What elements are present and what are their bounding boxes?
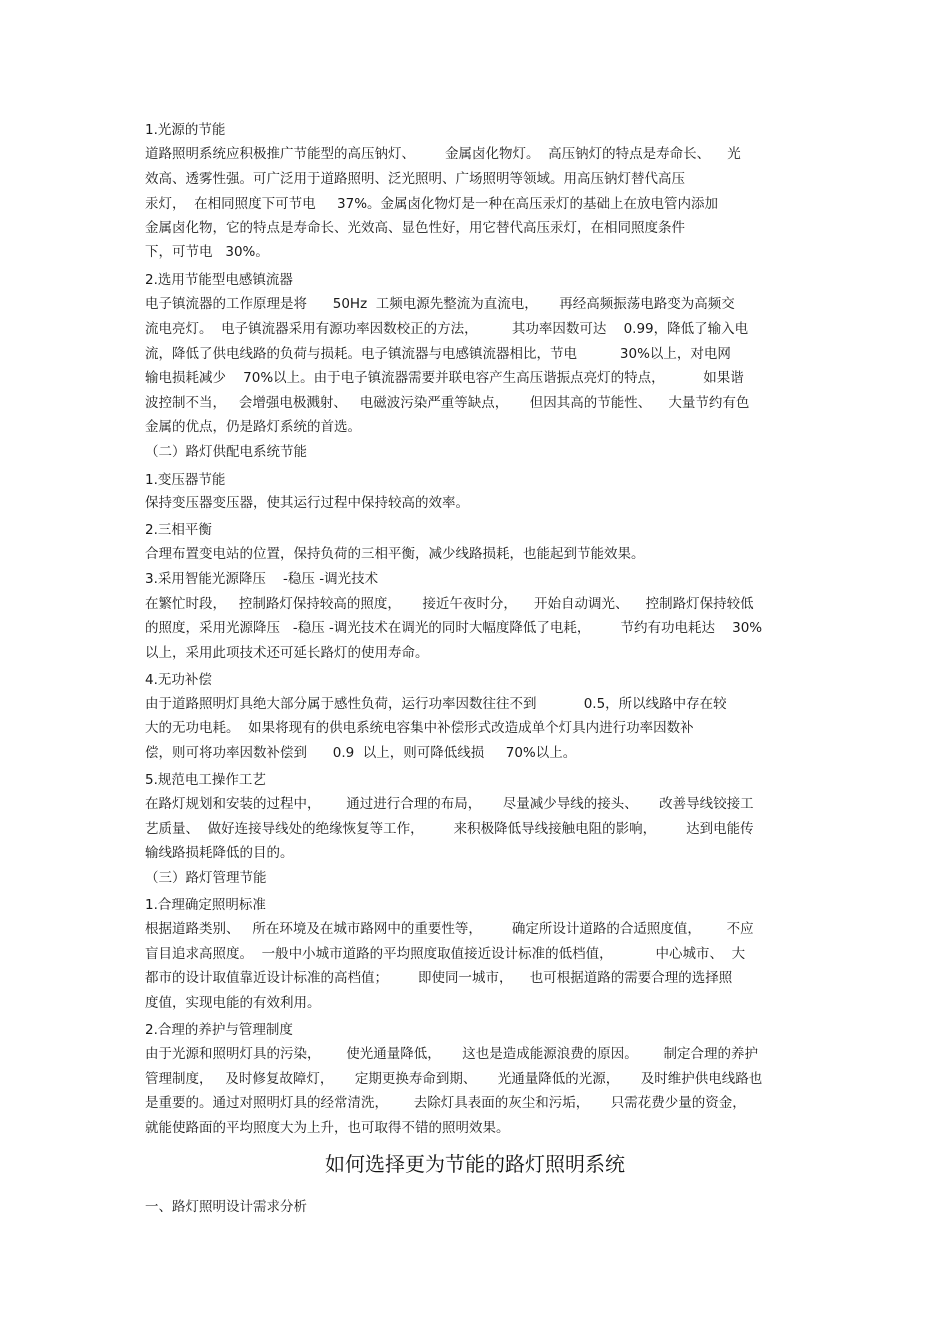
text-line: 金属的优点，仍是路灯系统的首选。 xyxy=(145,419,361,435)
text-line: 由于道路照明灯具绝大部分属于感性负荷，运行功率因数往往不到 0.5，所以线路中存在较 xyxy=(145,696,727,712)
text-line: 汞灯， 在相同照度下可节电 37%。金属卤化物灯是一种在高压汞灯的基础上在放电管内添加 xyxy=(145,196,719,212)
text-line: 的照度，采用光源降压 -稳压 -调光技术在调光的同时大幅度降低了电耗， 节约有功电耗达 30% xyxy=(145,620,763,636)
text-line: 度值，实现电能的有效利用。 xyxy=(145,995,321,1011)
text-line: 大的无功电耗。 如果将现有的供电系统电容集中补偿形式改造成单个灯具内进行功率因数补 xyxy=(145,720,694,736)
text-line: 都市的设计取值靠近设计标准的高档值； 即使同一城市， 也可根据道路的需要合理的选择照 xyxy=(145,970,733,986)
text-line: （三）路灯管理节能 xyxy=(145,870,267,886)
text-line: 道路照明系统应积极推广节能型的高压钠灯、 金属卤化物灯。 高压钠灯的特点是寿命长、 光 xyxy=(145,146,741,162)
text-line: 在繁忙时段， 控制路灯保持较高的照度， 接近午夜时分， 开始自动调光、 控制路灯保持较低 xyxy=(145,596,754,612)
text-line: 输电损耗减少 70%以上。由于电子镇流器需要并联电容产生高压谐振点亮灯的特点， 如果谐 xyxy=(145,370,744,386)
text-line: 2.合理的养护与管理制度 xyxy=(145,1022,293,1038)
text-line: 输线路损耗降低的目的。 xyxy=(145,845,294,861)
text-line: 合理布置变电站的位置，保持负荷的三相平衡，减少线路损耗，也能起到节能效果。 xyxy=(145,546,645,562)
text-line: 偿，则可将功率因数补偿到 0.9 以上，则可降低线损 70%以上。 xyxy=(145,745,577,761)
text-line: 1.光源的节能 xyxy=(145,122,226,138)
text-line: 是重要的。通过对照明灯具的经常清洗， 去除灯具表面的灰尘和污垢， 只需花费少量的资金， xyxy=(145,1095,746,1111)
text-line: 5.规范电工操作工艺 xyxy=(145,772,266,788)
text-line: 4.无功补偿 xyxy=(145,672,212,688)
subsection-heading: 一、路灯照明设计需求分析 xyxy=(145,1199,307,1215)
text-line: 艺质量、 做好连接导线处的绝缘恢复等工作， 来积极降低导线接触电阻的影响， 达到电能传 xyxy=(145,821,754,837)
text-line: 2.三相平衡 xyxy=(145,522,212,538)
text-line: 就能使路面的平均照度大为上升，也可取得不错的照明效果。 xyxy=(145,1120,510,1136)
text-line: 1.变压器节能 xyxy=(145,472,226,488)
text-line: 波控制不当， 会增强电极溅射、 电磁波污染严重等缺点， 但因其高的节能性、 大量节约有色 xyxy=(145,395,750,411)
text-line: 根据道路类别、 所在环境及在城市路网中的重要性等， 确定所设计道路的合适照度值， 不应 xyxy=(145,921,754,937)
text-line: 流，降低了供电线路的负荷与损耗。电子镇流器与电感镇流器相比，节电 30%以上，对电网 xyxy=(145,346,731,362)
text-line: 由于光源和照明灯具的污染， 使光通量降低， 这也是造成能源浪费的原因。 制定合理的养护 xyxy=(145,1046,758,1062)
text-line: 下，可节电 30%。 xyxy=(145,244,269,260)
text-line: 效高、透雾性强。可广泛用于道路照明、泛光照明、广场照明等领域。用高压钠灯替代高压 xyxy=(145,171,685,187)
text-line: 在路灯规划和安装的过程中， 通过进行合理的布局， 尽量减少导线的接头、 改善导线铰接工 xyxy=(145,796,754,812)
text-line: 保持变压器变压器，使其运行过程中保持较高的效率。 xyxy=(145,495,469,511)
text-line: 3.采用智能光源降压 -稳压 -调光技术 xyxy=(145,571,379,587)
text-line: 以上，采用此项技术还可延长路灯的使用寿命。 xyxy=(145,645,429,661)
section-heading: 如何选择更为节能的路灯照明系统 xyxy=(325,1152,625,1176)
text-line: （二）路灯供配电系统节能 xyxy=(145,444,307,460)
text-line: 盲目追求高照度。 一般中小城市道路的平均照度取值接近设计标准的低档值， 中心城市、 大 xyxy=(145,946,746,962)
text-line: 2.选用节能型电感镇流器 xyxy=(145,272,293,288)
text-line: 流电亮灯。 电子镇流器采用有源功率因数校正的方法， 其功率因数可达 0.99，降低了输入电 xyxy=(145,321,749,337)
text-line: 1.合理确定照明标准 xyxy=(145,897,266,913)
text-line: 金属卤化物，它的特点是寿命长、光效高、显色性好，用它替代高压汞灯，在相同照度条件 xyxy=(145,220,685,236)
text-line: 管理制度， 及时修复故障灯， 定期更换寿命到期、 光通量降低的光源， 及时维护供电线路也 xyxy=(145,1071,763,1087)
text-line: 电子镇流器的工作原理是将 50Hz 工频电源先整流为直流电， 再经高频振荡电路变为高频交 xyxy=(145,296,735,312)
